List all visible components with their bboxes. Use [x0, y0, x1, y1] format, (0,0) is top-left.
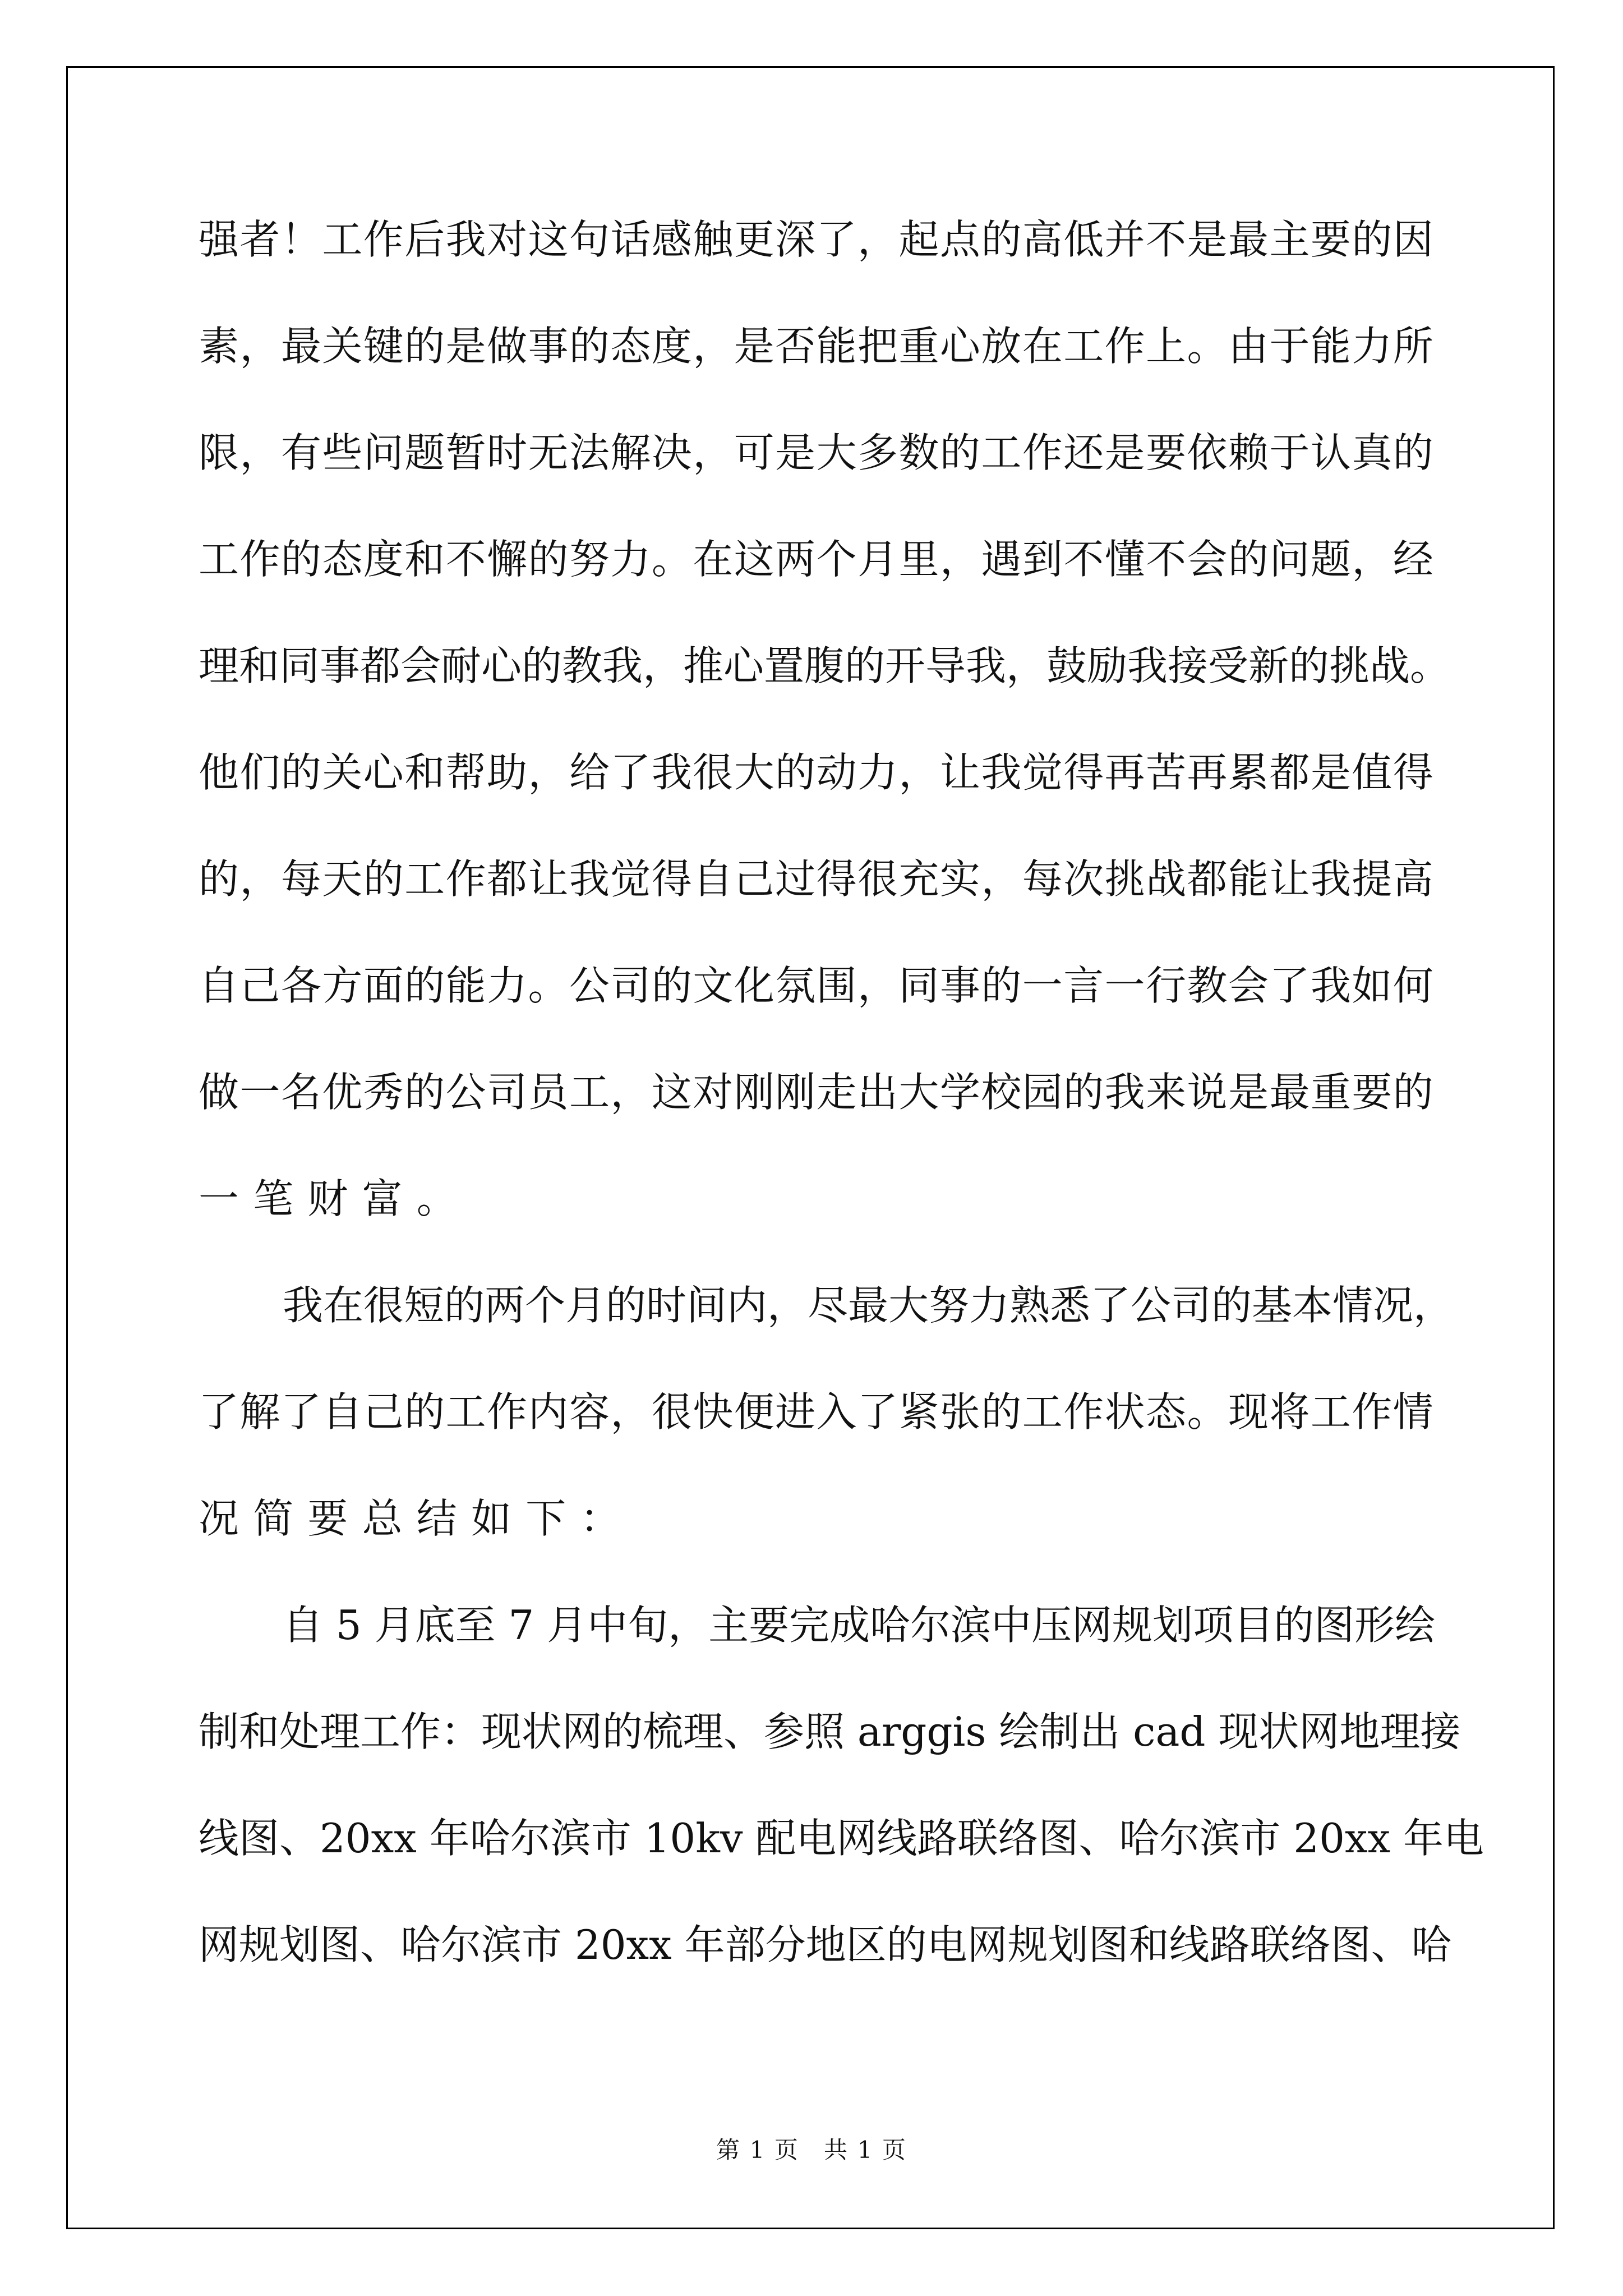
text-line: 自己各方面的能力。公司的文化氛围，同事的一言一行教会了我如何 [199, 962, 1435, 1009]
page-footer: 第 1 页 共 1 页 [716, 2136, 907, 2164]
text-line: 自 5 月底至 7 月中旬，主要完成哈尔滨中压网规划项目的图形绘 [283, 1602, 1436, 1649]
document-body [199, 186, 1484, 1998]
text-line: 线图、20xx 年哈尔滨市 10kv 配电网线路联络图、哈尔滨市 20xx 年电 [199, 1815, 1484, 1862]
text-line: 的，每天的工作都让我觉得自己过得很充实，每次挑战都能让我提高 [199, 855, 1435, 903]
text-line: 制和处理工作：现状网的梳理、参照 arggis 绘制出 cad 现状网地理接 [199, 1708, 1461, 1755]
text-line: 我在很短的两个月的时间内，尽最大努力熟悉了公司的基本情况， [283, 1282, 1454, 1329]
text-line: 工作的态度和不懈的努力。在这两个月里，遇到不懂不会的问题，经 [199, 536, 1435, 583]
text-line: 限，有些问题暂时无法解决，可是大多数的工作还是要依赖于认真的 [199, 429, 1435, 476]
text-line: 素，最关键的是做事的态度，是否能把重心放在工作上。由于能力所 [199, 323, 1435, 370]
text-line: 了解了自己的工作内容，很快便进入了紧张的工作状态。现将工作情 [199, 1388, 1435, 1435]
text-line: 做一名优秀的公司员工，这对刚刚走出大学校园的我来说是最重要的 [199, 1069, 1435, 1116]
text-line: 一笔财富。 [199, 1175, 472, 1222]
text-line: 强者！工作后我对这句话感触更深了，起点的高低并不是最主要的因 [199, 216, 1435, 263]
text-line: 网规划图、哈尔滨市 20xx 年部分地区的电网规划图和线路联络图、哈 [199, 1921, 1452, 1968]
text-line: 他们的关心和帮助，给了我很大的动力，让我觉得再苦再累都是值得 [199, 749, 1435, 796]
text-line: 况简要总结如下： [199, 1495, 635, 1542]
text-line: 理和同事都会耐心的教我，推心置腹的开导我，鼓励我接受新的挑战。 [199, 642, 1451, 689]
